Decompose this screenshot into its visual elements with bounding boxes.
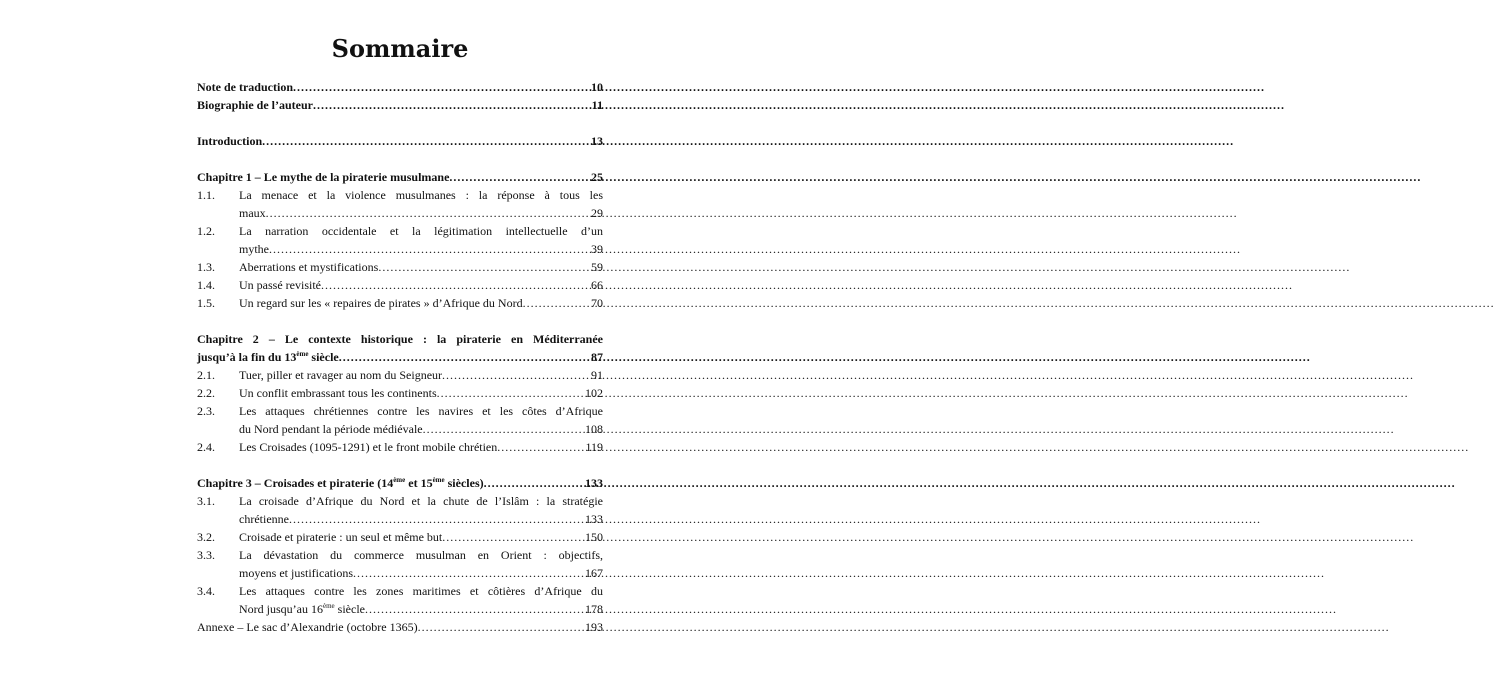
- entry-title-cont: jusqu’à la fin du 13ème siècle: [197, 350, 339, 364]
- dot-leader: [484, 474, 583, 492]
- entry-page: 150: [585, 530, 603, 544]
- dot-leader: [523, 294, 589, 312]
- toc-entry-1-2[interactable]: [197, 222, 603, 258]
- entry-page: 10: [591, 80, 603, 94]
- dot-leader: [442, 528, 583, 546]
- toc-entry-3-1[interactable]: [197, 492, 603, 528]
- dot-leader: [378, 258, 589, 276]
- toc-entry-introduction[interactable]: [197, 132, 603, 150]
- entry-title: Un conflit embrassant tous les continents: [239, 386, 437, 400]
- entry-number: 1.4.: [197, 278, 215, 292]
- entry-page: 29: [591, 206, 603, 220]
- entry-title: La dévastation du commerce musulman en Orient : objectifs,: [239, 548, 603, 562]
- entry-page: 119: [585, 440, 603, 454]
- dot-leader: [266, 204, 589, 222]
- entry-number: 3.3.: [197, 548, 215, 562]
- entry-title: La croisade d’Afrique du Nord et la chute de l’Islâm : la stratégie: [239, 494, 603, 508]
- entry-title: Annexe – Le sac d’Alexandrie (octobre 1365): [197, 620, 418, 634]
- entry-title: Chapitre 1 – Le mythe de la piraterie musulmane: [197, 170, 450, 184]
- toc-entry-chapitre-3[interactable]: [197, 474, 603, 492]
- entry-page: 167: [585, 566, 603, 580]
- toc-entry-note-de-traduction[interactable]: [197, 78, 603, 96]
- toc-entry-chapitre-2[interactable]: [197, 330, 603, 366]
- entry-page: 193: [585, 620, 603, 634]
- entry-number: 2.1.: [197, 368, 215, 382]
- entry-title: Croisade et piraterie : un seul et même but: [239, 530, 443, 544]
- toc-entry-1-3[interactable]: [197, 258, 603, 276]
- dot-leader: [497, 438, 583, 456]
- entry-page: 13: [591, 134, 603, 148]
- toc-entry-3-2[interactable]: [197, 528, 603, 546]
- entry-title: Un regard sur les « repaires de pirates » d’Afrique du Nord: [239, 296, 523, 310]
- entry-title-cont: mythe: [239, 242, 269, 256]
- dot-leader: [339, 348, 589, 366]
- entry-page: 91: [591, 368, 603, 382]
- entry-page: 70: [591, 296, 603, 310]
- entry-page: 102: [585, 386, 603, 400]
- entry-page: 133: [585, 512, 603, 526]
- toc-entry-2-3[interactable]: [197, 402, 603, 438]
- dot-leader: [293, 78, 589, 96]
- toc-entry-1-1[interactable]: [197, 186, 603, 222]
- toc-entry-3-3[interactable]: [197, 546, 603, 582]
- entry-number: 1.5.: [197, 296, 215, 310]
- entry-page: 66: [591, 278, 603, 292]
- entry-title-cont: chrétienne: [239, 512, 289, 526]
- entry-number: 3.4.: [197, 584, 215, 598]
- entry-title: Aberrations et mystifications: [239, 260, 379, 274]
- entry-title: Chapitre 2 – Le contexte historique : la piraterie en Méditerranée: [197, 332, 603, 346]
- entry-page: 25: [591, 170, 603, 184]
- entry-page: 87: [591, 350, 603, 364]
- dot-leader: [353, 564, 583, 582]
- dot-leader: [262, 132, 589, 150]
- entry-page: 178: [585, 602, 603, 616]
- dot-leader: [365, 600, 583, 618]
- dot-leader: [442, 366, 589, 384]
- entry-page: 11: [591, 98, 603, 112]
- dot-leader: [269, 240, 589, 258]
- entry-number: 2.3.: [197, 404, 215, 418]
- entry-number: 2.2.: [197, 386, 215, 400]
- toc-entry-annexe[interactable]: [197, 618, 603, 636]
- page-title: Sommaire: [331, 34, 469, 63]
- entry-title: La narration occidentale et la légitimation intellectuelle d’un: [239, 224, 603, 238]
- toc-entry-2-1[interactable]: [197, 366, 603, 384]
- toc-entry-2-2[interactable]: [197, 384, 603, 402]
- dot-leader: [449, 168, 589, 186]
- entry-page: 108: [585, 422, 603, 436]
- toc-entry-1-5[interactable]: [197, 294, 603, 312]
- entry-number: 3.1.: [197, 494, 215, 508]
- entry-number: 1.1.: [197, 188, 215, 202]
- entry-title: Introduction: [197, 134, 263, 148]
- toc-entry-chapitre-1[interactable]: [197, 168, 603, 186]
- entry-title: Les attaques contre les zones maritimes et côtières d’Afrique du: [239, 584, 603, 598]
- dot-leader: [437, 384, 583, 402]
- entry-title-cont: du Nord pendant la période médiévale: [239, 422, 423, 436]
- entry-title: Les attaques chrétiennes contre les navires et les côtes d’Afrique: [239, 404, 603, 418]
- entry-title: Biographie de l’auteur: [197, 98, 313, 112]
- entry-title: Tuer, piller et ravager au nom du Seigneur: [239, 368, 443, 382]
- table-of-contents: [197, 78, 603, 636]
- entry-title: Les Croisades (1095-1291) et le front mobile chrétien: [239, 440, 498, 454]
- entry-title-cont: maux: [239, 206, 266, 220]
- dot-leader: [321, 276, 589, 294]
- toc-entry-2-4[interactable]: [197, 438, 603, 456]
- toc-entry-1-4[interactable]: [197, 276, 603, 294]
- dot-leader: [423, 420, 583, 438]
- entry-title-cont: Nord jusqu’au 16ème siècle: [239, 602, 365, 616]
- entry-number: 3.2.: [197, 530, 215, 544]
- toc-entry-3-4[interactable]: [197, 582, 603, 618]
- entry-page: 59: [591, 260, 603, 274]
- entry-page: 133: [585, 476, 603, 490]
- entry-title: Un passé revisité: [239, 278, 321, 292]
- entry-number: 2.4.: [197, 440, 215, 454]
- entry-number: 1.3.: [197, 260, 215, 274]
- entry-page: 39: [591, 242, 603, 256]
- entry-title: Note de traduction: [197, 80, 293, 94]
- toc-entry-biographie[interactable]: [197, 96, 603, 114]
- entry-title: La menace et la violence musulmanes : la réponse à tous les: [239, 188, 603, 202]
- dot-leader: [418, 618, 583, 636]
- entry-title-cont: moyens et justifications: [239, 566, 353, 580]
- entry-number: 1.2.: [197, 224, 215, 238]
- dot-leader: [313, 96, 590, 114]
- dot-leader: [289, 510, 583, 528]
- entry-title: Chapitre 3 – Croisades et piraterie (14ème et 15ème siècles): [197, 476, 484, 490]
